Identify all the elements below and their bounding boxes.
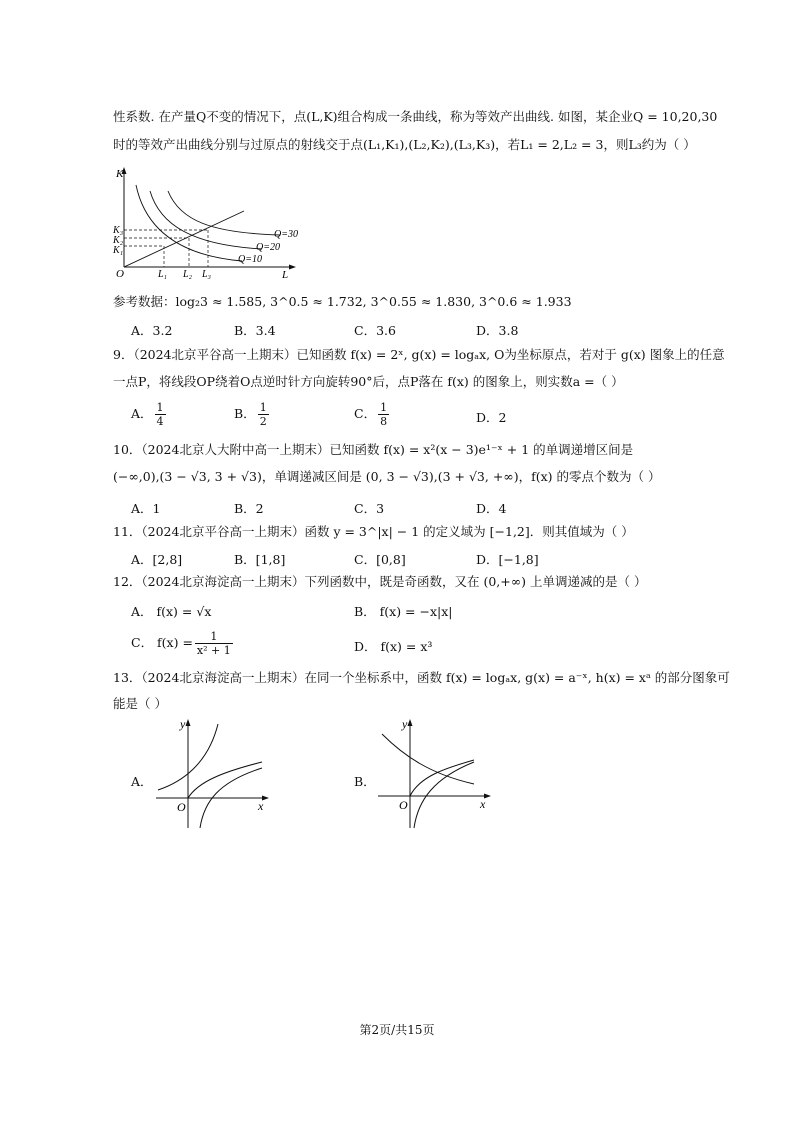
q12-option-a: A． f(x) = √x — [131, 604, 212, 619]
k-axis-label: K — [116, 168, 124, 180]
q8-graph — [112, 163, 312, 281]
q11-line1: 11．（2024北京平谷高一上期末）函数 y = 3^|x| − 1 的定义域为 [−1,2]．则其值域为（ ） — [113, 524, 634, 539]
q13b-y-label: y — [402, 717, 408, 731]
q8-reference: 参考数据：log₂3 ≈ 1.585, 3^0.5 ≈ 1.732, 3^0.55 ≈ 1.830, 3^0.6 ≈ 1.933 — [113, 294, 572, 309]
q8-line1: 性系数. 在产量Q不变的情况下，点(L,K)组合构成一条曲线，称为等效产出曲线. 如图，某企业Q = 10,20,30 — [113, 109, 718, 124]
q13b-origin-label: O — [399, 798, 408, 812]
q11-option-b: B．[1,8] — [234, 552, 286, 567]
origin-label: O — [116, 268, 124, 280]
q10-line1: 10．（2024北京人大附中高一上期末）已知函数 f(x) = x²(x − 3)e¹⁻ˣ + 1 的单调递增区间是 — [113, 442, 634, 457]
q9-option-b: B． $\frac{1}{2}$ — [234, 401, 267, 428]
q13-graph-a — [152, 716, 278, 832]
q9-option-c: C． $\frac{1}{8}$ — [354, 401, 388, 428]
q10-line2: (−∞,0),(3 − √3, 3 + √3)，单调递减区间是 (0, 3 − √3),(3 + √3, +∞)，f(x) 的零点个数为（ ） — [113, 469, 661, 484]
q10-option-c: C．3 — [354, 501, 385, 516]
q10-option-a: A．1 — [131, 501, 161, 516]
q12-option-c: C． f(x) = $\frac{1}{\text{x² + 1}}$ — [131, 630, 231, 657]
l-axis-label: L — [282, 269, 289, 281]
q12-line1: 12．（2024北京海淀高一上期末）下列函数中，既是奇函数，又在 (0,+∞) 上单调递减的是（ ） — [113, 574, 647, 589]
q9-option-a: A． $\frac{1}{4}$ — [131, 401, 164, 428]
l1-label: L₁ — [158, 269, 168, 280]
q13a-y-label: y — [180, 717, 186, 731]
q13-line1: 13．（2024北京海淀高一上期末）在同一个坐标系中，函数 f(x) = logₐx, g(x) = a⁻ˣ, h(x) = xᵃ 的部分图象可 — [113, 670, 730, 685]
k2-label: K₂ — [113, 235, 124, 246]
q9-line2: 一点P，将线段OP绕着O点逆时针方向旋转90°后，点P落在 f(x) 的图象上，则实数a =（ ） — [113, 374, 624, 389]
q8-option-a: A．3.2 — [131, 323, 173, 338]
page-footer: 第2页/共15页 — [359, 1023, 435, 1037]
q9-line1: 9．（2024北京平谷高一上期末）已知函数 f(x) = 2ˣ, g(x) = logₐx, O为坐标原点，若对于 g(x) 图象上的任意 — [113, 347, 725, 362]
q13a-x-label: x — [258, 799, 264, 813]
q13-line2: 能是（ ） — [113, 696, 167, 711]
q9-option-d: D．2 — [476, 410, 507, 425]
q13-option-b-label: B． — [354, 774, 376, 789]
q8-option-c: C．3.6 — [354, 323, 396, 338]
k3-label: K₃ — [113, 225, 124, 236]
l2-label: L₂ — [183, 269, 193, 280]
q13a-origin-label: O — [177, 800, 186, 814]
q12-option-d: D． f(x) = x³ — [354, 639, 433, 654]
q10-option-b: B．2 — [234, 501, 264, 516]
q8-line2: 时的等效产出曲线分别与过原点的射线交于点(L₁,K₁),(L₂,K₂),(L₃,K₃)，若L₁ = 2,L₂ = 3，则L₃约为（ ） — [113, 137, 696, 152]
q13-graph-b — [374, 716, 500, 832]
k1-label: K₁ — [113, 245, 124, 256]
q11-option-c: C．[0,8] — [354, 552, 406, 567]
q12-option-b: B． f(x) = −x|x| — [354, 604, 453, 619]
curve-q20-label: Q=20 — [256, 242, 280, 253]
q8-option-d: D．3.8 — [476, 323, 519, 338]
q8-option-b: B．3.4 — [234, 323, 276, 338]
curve-q10-label: Q=10 — [238, 254, 262, 265]
q13b-x-label: x — [480, 797, 486, 811]
q10-option-d: D．4 — [476, 501, 507, 516]
q11-option-a: A．[2,8] — [131, 552, 183, 567]
curve-q30-label: Q=30 — [274, 229, 298, 240]
q11-option-d: D．[−1,8] — [476, 552, 539, 567]
q13-option-a-label: A． — [131, 774, 153, 789]
l3-label: L₃ — [202, 269, 212, 280]
